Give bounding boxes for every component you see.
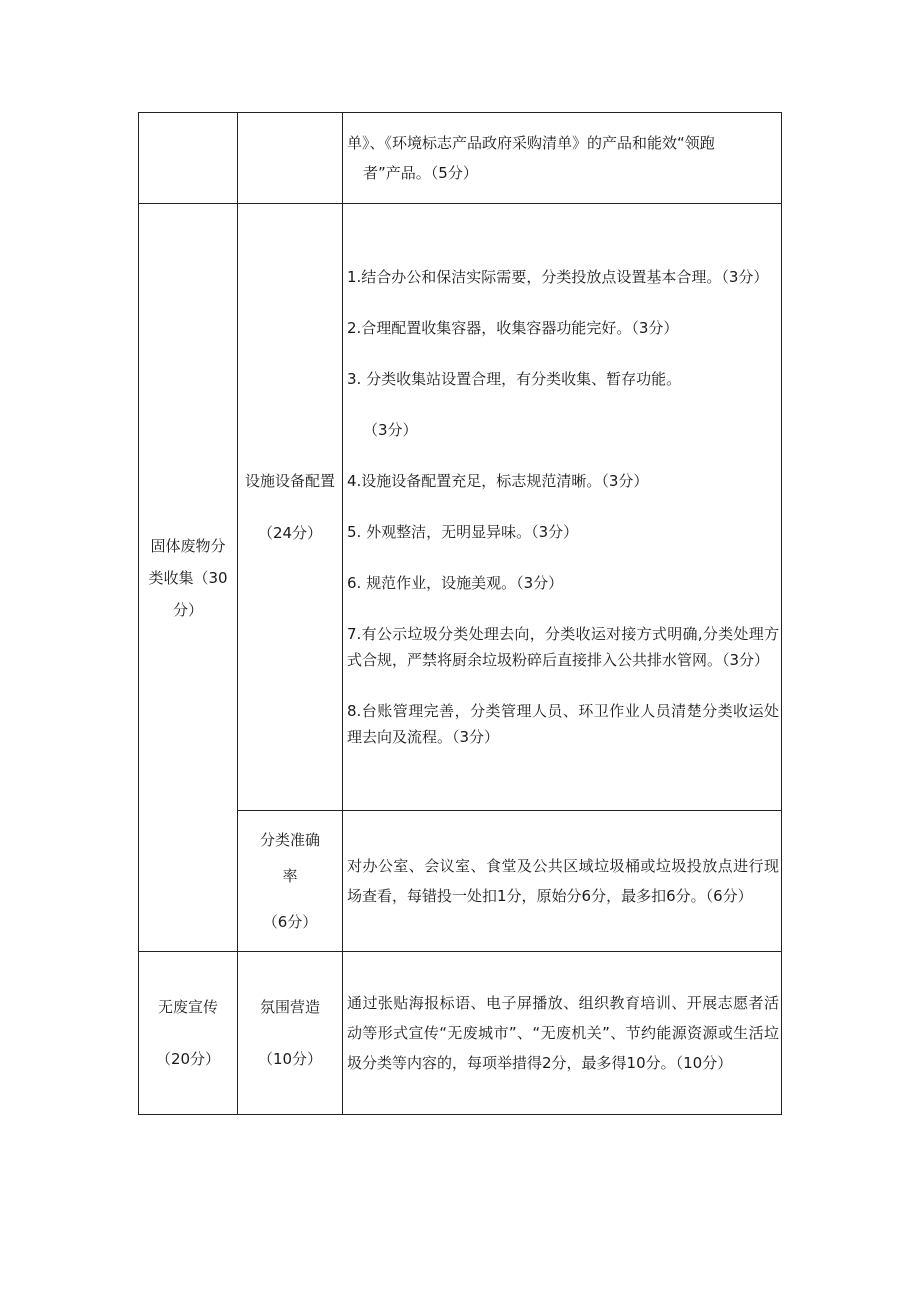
facility-item-6: 6. 规范作业，设施美观。（3分） [347, 574, 564, 592]
criteria-cell-continuation [343, 113, 782, 204]
subcategory-cell-facilities [238, 204, 343, 811]
atmosphere-line-2: （10分） [257, 1050, 323, 1068]
continuation-line-2: 者”产品。（5分） [363, 164, 478, 182]
criteria-cell-accuracy [343, 811, 782, 952]
subcategory-accuracy-line-2: 率 [282, 867, 298, 885]
criteria-cell-publicity [343, 952, 782, 1115]
subcategory-cell-empty [238, 113, 343, 204]
continuation-line-1: 单》、《环境标志产品政府采购清单》的产品和能效“领跑 [347, 134, 715, 152]
facility-item-1: 1.结合办公和保洁实际需要，分类投放点设置基本合理。（3分） [347, 268, 769, 286]
table-row-continuation [139, 113, 782, 204]
subcategory-facilities-title: 设施设备配置 [244, 472, 335, 490]
subcategory-accuracy-line-3: （6分） [262, 913, 318, 931]
facility-item-7: 7.有公示垃圾分类处理去向，分类收运对接方式明确,分类处理方式合规，严禁将厨余垃圾粉碎后直接排入公共排水管网。（3分） [347, 625, 779, 669]
category-cell-solid-waste [139, 204, 238, 952]
category-cell-publicity [139, 952, 238, 1115]
facility-item-3: 3. 分类收集站设置合理，有分类收集、暂存功能。 [347, 370, 682, 388]
atmosphere-line-1: 氛围营造 [259, 998, 320, 1016]
subcategory-facilities-score: （24分） [257, 524, 323, 542]
publicity-text: 通过张贴海报标语、电子屏播放、组织教育培训、开展志愿者活动等形式宣传“无废城市”、“无废机关”、节约能源资源或生活垃圾分类等内容的，每项举措得2分，最多得10分。（10分） [347, 994, 779, 1072]
evaluation-table [138, 112, 782, 1115]
subcategory-cell-accuracy [238, 811, 343, 952]
facility-item-8: 8.台账管理完善，分类管理人员、环卫作业人员清楚分类收运处理去向及流程。（3分） [347, 702, 779, 746]
publicity-category-line-2: （20分） [155, 1050, 221, 1068]
publicity-category-line-1: 无废宣传 [157, 998, 218, 1016]
facility-item-2: 2.合理配置收集容器，收集容器功能完好。（3分） [347, 319, 679, 337]
subcategory-accuracy-line-1: 分类准确 [259, 831, 320, 849]
table-row-publicity [139, 952, 782, 1115]
category-label-line-1: 固体废物分 [150, 536, 226, 555]
facility-item-4: 4.设施设备配置充足，标志规范清晰。（3分） [347, 472, 649, 490]
criteria-cell-facilities [343, 204, 782, 811]
category-label-line-3: 分） [172, 600, 203, 619]
accuracy-text: 对办公室、会议室、食堂及公共区域垃圾桶或垃圾投放点进行现场查看，每错投一处扣1分，原始分6分，最多扣6分。（6分） [347, 857, 779, 905]
table-row-facilities [139, 204, 782, 811]
category-label-line-2: 类收集（30 [148, 568, 228, 587]
facility-item-5: 5. 外观整洁，无明显异味。（3分） [347, 523, 579, 541]
facility-item-3-score: （3分） [363, 421, 418, 439]
category-cell-empty [139, 113, 238, 204]
subcategory-cell-atmosphere [238, 952, 343, 1115]
